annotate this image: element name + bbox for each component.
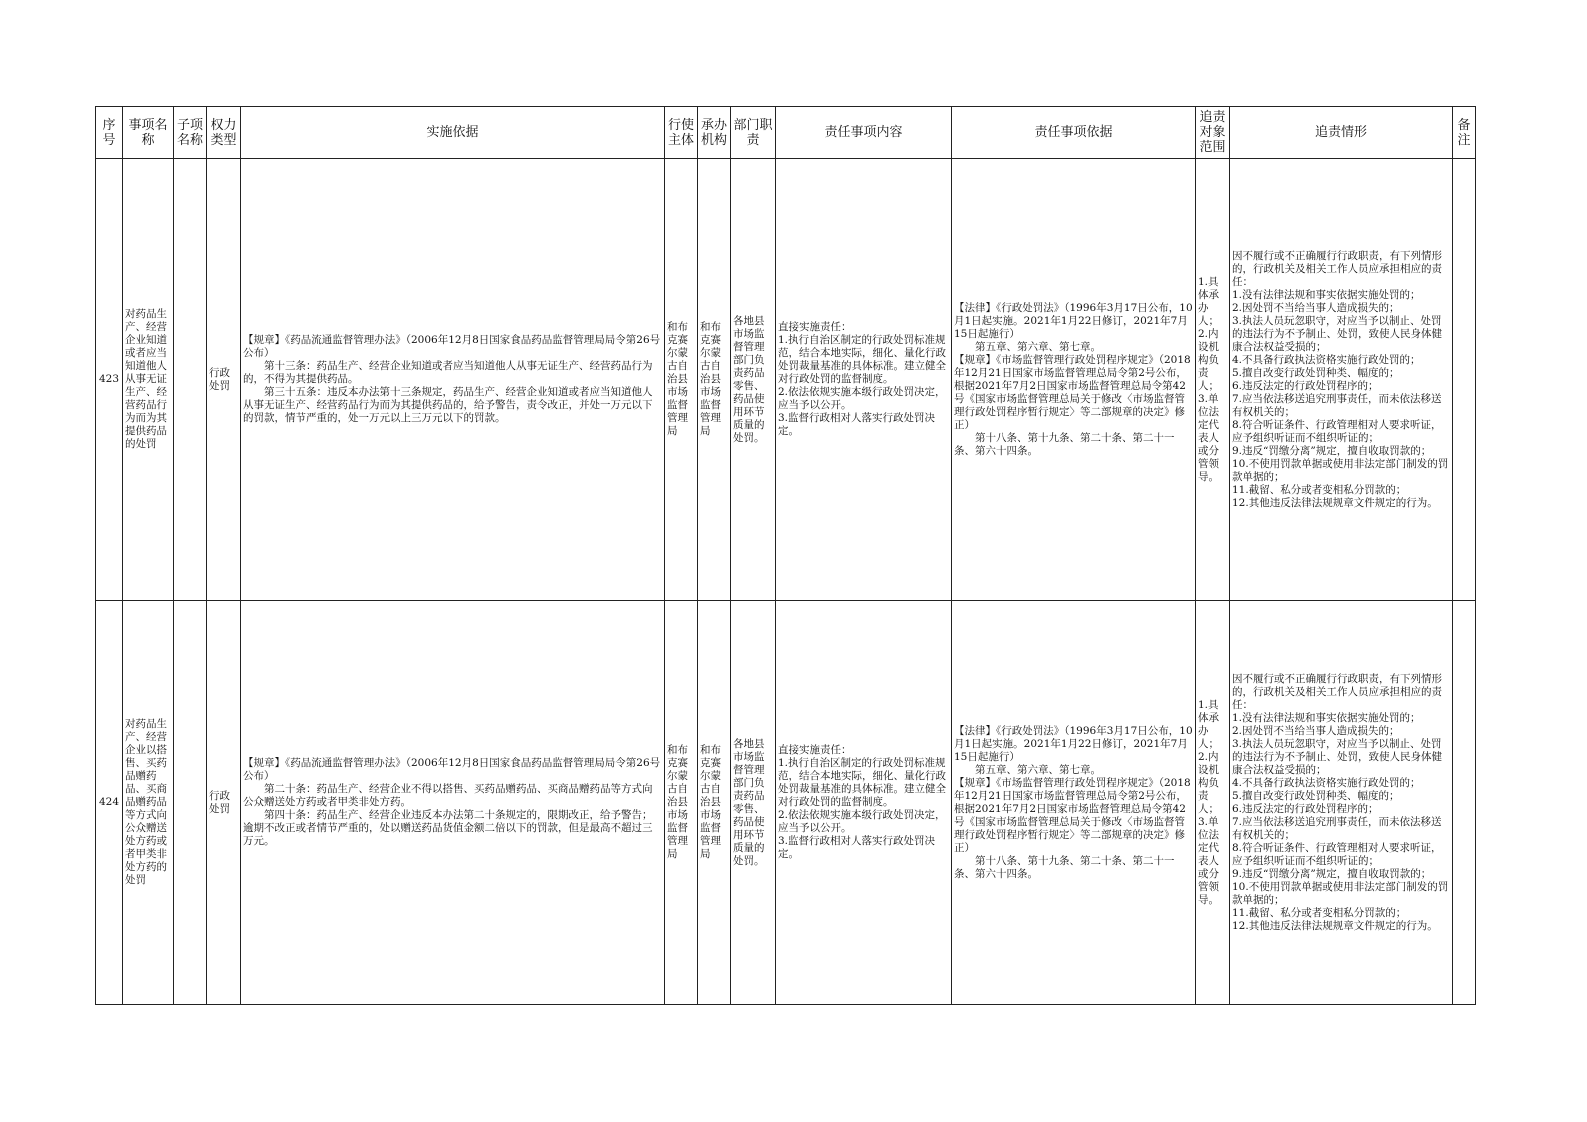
header-duty: 部门职责	[731, 107, 776, 159]
resp-content-cell	[776, 601, 952, 1005]
basis-cell	[241, 601, 665, 1005]
header-scope: 追责对象范围	[1196, 107, 1230, 159]
resp-content-line: 直接实施责任：	[778, 321, 852, 333]
remark	[1453, 601, 1476, 1005]
basis-line: 【规章】《药品流通监督管理办法》（2006年12月8日国家食品药品监督管理局局令第26号公布）	[243, 757, 661, 782]
power-type: 行政处罚	[207, 601, 241, 1005]
scope-line: 3.单位法定代表人或分管领导。	[1198, 392, 1219, 483]
situation-line: 4.不具备行政执法资格实施行政处罚的；	[1232, 353, 1421, 366]
resp-basis-cell	[952, 601, 1196, 1005]
situation-line: 4.不具备行政执法资格实施行政处罚的；	[1232, 776, 1421, 789]
situation-line: 12.其他违反法律法规规章文件规定的行为。	[1232, 496, 1438, 509]
basis-line: 第三十五条：违反本办法第十三条规定，药品生产、经营企业知道或者应当知道他人从事无证生产、经营药品行为而为其提供药品的，给予警告，责令改正，并处一万元以下的罚款，情节严重的，处一万元以上三万元以下的罚款。	[243, 386, 653, 424]
resp-content-line: 3.监督行政相对人落实行政处罚决定。	[778, 835, 936, 860]
resp-basis-cell	[952, 159, 1196, 601]
situation-line: 5.擅自改变行政处罚种类、幅度的；	[1232, 789, 1400, 802]
responsibility-table	[95, 106, 1476, 1005]
resp-content-line: 1.执行自治区制定的行政处罚标准规范，结合本地实际，细化、量化行政处罚裁量基准的具体标准。建立健全对行政处罚的监督制度。	[778, 757, 946, 808]
item-name: 对药品生产、经营企业以搭售、买药品赠药品、买商品赠药品等方式向公众赠送处方药或者甲类非处方药的处罚	[123, 601, 174, 1005]
resp-content-line: 3.监督行政相对人落实行政处罚决定。	[778, 412, 936, 437]
header-subject: 行使主体	[665, 107, 698, 159]
duty: 各地县市场监督管理部门负责药品零售、药品使用环节质量的处罚。	[731, 601, 776, 1005]
situation-line: 12.其他违反法律法规规章文件规定的行为。	[1232, 919, 1438, 932]
resp-basis-line: 【规章】《市场监督管理行政处罚程序规定》（2018年12月21日国家市场监督管理总局令第2号公布，根据2021年7月2日国家市场监督管理总局令第42号《国家市场监督管理总局关于修改〈市场监督管理行政处罚程序暂行规定〉等二部规章的决定》修正）	[954, 353, 1191, 431]
resp-basis-line: 【法律】《行政处罚法》（1996年3月17日公布，10月1日起实施。2021年1月22日修订，2021年7月15日起施行）	[954, 301, 1193, 340]
resp-content-line: 1.执行自治区制定的行政处罚标准规范，结合本地实际，细化、量化行政处罚裁量基准的具体标准。建立健全对行政处罚的监督制度。	[778, 334, 946, 385]
header-situations: 追责情形	[1230, 107, 1453, 159]
situation-line: 因不履行或不正确履行行政职责，有下列情形的，行政机关及相关工作人员应承担相应的责任：	[1232, 672, 1442, 711]
scope-line: 1.具体承办人；	[1198, 698, 1219, 750]
header-item-name: 事项名称	[123, 107, 174, 159]
situation-line: 10.不使用罚款单据或使用非法定部门制发的罚款单据的；	[1232, 457, 1449, 483]
item-name: 对药品生产、经营企业知道或者应当知道他人从事无证生产、经营药品行为而为其提供药品的处罚	[123, 159, 174, 601]
scope-line: 1.具体承办人；	[1198, 275, 1219, 327]
resp-basis-line: 【法律】《行政处罚法》（1996年3月17日公布，10月1日起实施。2021年1月22日修订，2021年7月15日起施行）	[954, 724, 1193, 763]
scope-line: 2.内设机构负责人；	[1198, 327, 1219, 392]
scope-line: 2.内设机构负责人；	[1198, 750, 1219, 815]
row-no: 424	[96, 601, 123, 1005]
sub-name	[174, 159, 207, 601]
organ: 和布克赛尔蒙古自治县市场监督管理局	[698, 159, 731, 601]
situation-line: 9.违反“罚缴分离”规定，擅自收取罚款的；	[1232, 867, 1432, 880]
situation-line: 10.不使用罚款单据或使用非法定部门制发的罚款单据的；	[1232, 880, 1449, 906]
header-no: 序号	[96, 107, 123, 159]
header-sub-name: 子项名称	[174, 107, 207, 159]
situation-line: 7.应当依法移送追究刑事责任，而未依法移送有权机关的；	[1232, 815, 1442, 841]
table-row	[96, 601, 1476, 1005]
resp-content-line: 直接实施责任：	[778, 744, 852, 756]
situation-line: 6.违反法定的行政处罚程序的；	[1232, 379, 1379, 392]
situation-line: 3.执法人员玩忽职守，对应当予以制止、处罚的违法行为不予制止、处罚，致使人民身体健康合法权益受损的；	[1232, 737, 1442, 776]
situation-line: 2.因处罚不当给当事人造成损失的；	[1232, 301, 1400, 314]
situation-line: 8.符合听证条件、行政管理相对人要求听证，应予组织听证而不组织听证的；	[1232, 841, 1442, 867]
resp-basis-line: 第十八条、第十九条、第二十条、第二十一条、第六十四条。	[954, 431, 1175, 457]
resp-basis-line: 第十八条、第十九条、第二十条、第二十一条、第六十四条。	[954, 854, 1175, 880]
basis-line: 【规章】《药品流通监督管理办法》（2006年12月8日国家食品药品监督管理局局令第26号公布）	[243, 334, 661, 359]
row-no: 423	[96, 159, 123, 601]
organ: 和布克赛尔蒙古自治县市场监督管理局	[698, 601, 731, 1005]
resp-content-line: 2.依法依规实施本级行政处罚决定，应当予以公开。	[778, 386, 946, 411]
scope-cell	[1196, 159, 1230, 601]
situation-line: 7.应当依法移送追究刑事责任，而未依法移送有权机关的；	[1232, 392, 1442, 418]
situation-line: 5.擅自改变行政处罚种类、幅度的；	[1232, 366, 1400, 379]
situation-line: 因不履行或不正确履行行政职责，有下列情形的，行政机关及相关工作人员应承担相应的责任：	[1232, 249, 1442, 288]
table-row	[96, 159, 1476, 601]
header-resp-basis: 责任事项依据	[952, 107, 1196, 159]
power-type: 行政处罚	[207, 159, 241, 601]
situations-cell	[1230, 159, 1453, 601]
remark	[1453, 159, 1476, 601]
header-resp-content: 责任事项内容	[776, 107, 952, 159]
basis-line: 第二十条：药品生产、经营企业不得以搭售、买药品赠药品、买商品赠药品等方式向公众赠送处方药或者甲类非处方药。	[243, 783, 653, 808]
situation-line: 11.截留、私分或者变相私分罚款的；	[1232, 483, 1407, 496]
situation-line: 2.因处罚不当给当事人造成损失的；	[1232, 724, 1400, 737]
basis-line: 第四十条：药品生产、经营企业违反本办法第二十条规定的，限期改正，给予警告；逾期不改正或者情节严重的，处以赠送药品货值金额二倍以下的罚款，但是最高不超过三万元。	[243, 809, 653, 847]
situation-line: 1.没有法律法规和事实依据实施处罚的；	[1232, 711, 1421, 724]
subject: 和布克赛尔蒙古自治县市场监督管理局	[665, 601, 698, 1005]
duty: 各地县市场监督管理部门负责药品零售、药品使用环节质量的处罚。	[731, 159, 776, 601]
situation-line: 3.执法人员玩忽职守，对应当予以制止、处罚的违法行为不予制止、处罚，致使人民身体健康合法权益受损的；	[1232, 314, 1442, 353]
basis-cell	[241, 159, 665, 601]
subject: 和布克赛尔蒙古自治县市场监督管理局	[665, 159, 698, 601]
basis-line: 第十三条：药品生产、经营企业知道或者应当知道他人从事无证生产、经营药品行为的，不得为其提供药品。	[243, 360, 653, 385]
header-organ: 承办机构	[698, 107, 731, 159]
header-row	[96, 107, 1476, 159]
resp-basis-line: 第五章、第六章、第七章。	[975, 340, 1101, 353]
scope-line: 3.单位法定代表人或分管领导。	[1198, 815, 1219, 906]
situation-line: 9.违反“罚缴分离”规定，擅自收取罚款的；	[1232, 444, 1432, 457]
header-remark: 备注	[1453, 107, 1476, 159]
situation-line: 1.没有法律法规和事实依据实施处罚的；	[1232, 288, 1421, 301]
header-basis: 实施依据	[241, 107, 665, 159]
resp-content-cell	[776, 159, 952, 601]
situation-line: 11.截留、私分或者变相私分罚款的；	[1232, 906, 1407, 919]
situation-line: 8.符合听证条件、行政管理相对人要求听证，应予组织听证而不组织听证的；	[1232, 418, 1442, 444]
scope-cell	[1196, 601, 1230, 1005]
resp-basis-line: 第五章、第六章、第七章。	[975, 763, 1101, 776]
situation-line: 6.违反法定的行政处罚程序的；	[1232, 802, 1379, 815]
header-power-type: 权力类型	[207, 107, 241, 159]
situations-cell	[1230, 601, 1453, 1005]
sub-name	[174, 601, 207, 1005]
resp-content-line: 2.依法依规实施本级行政处罚决定，应当予以公开。	[778, 809, 946, 834]
resp-basis-line: 【规章】《市场监督管理行政处罚程序规定》（2018年12月21日国家市场监督管理总局令第2号公布，根据2021年7月2日国家市场监督管理总局令第42号《国家市场监督管理总局关于修改〈市场监督管理行政处罚程序暂行规定〉等二部规章的决定》修正）	[954, 776, 1191, 854]
